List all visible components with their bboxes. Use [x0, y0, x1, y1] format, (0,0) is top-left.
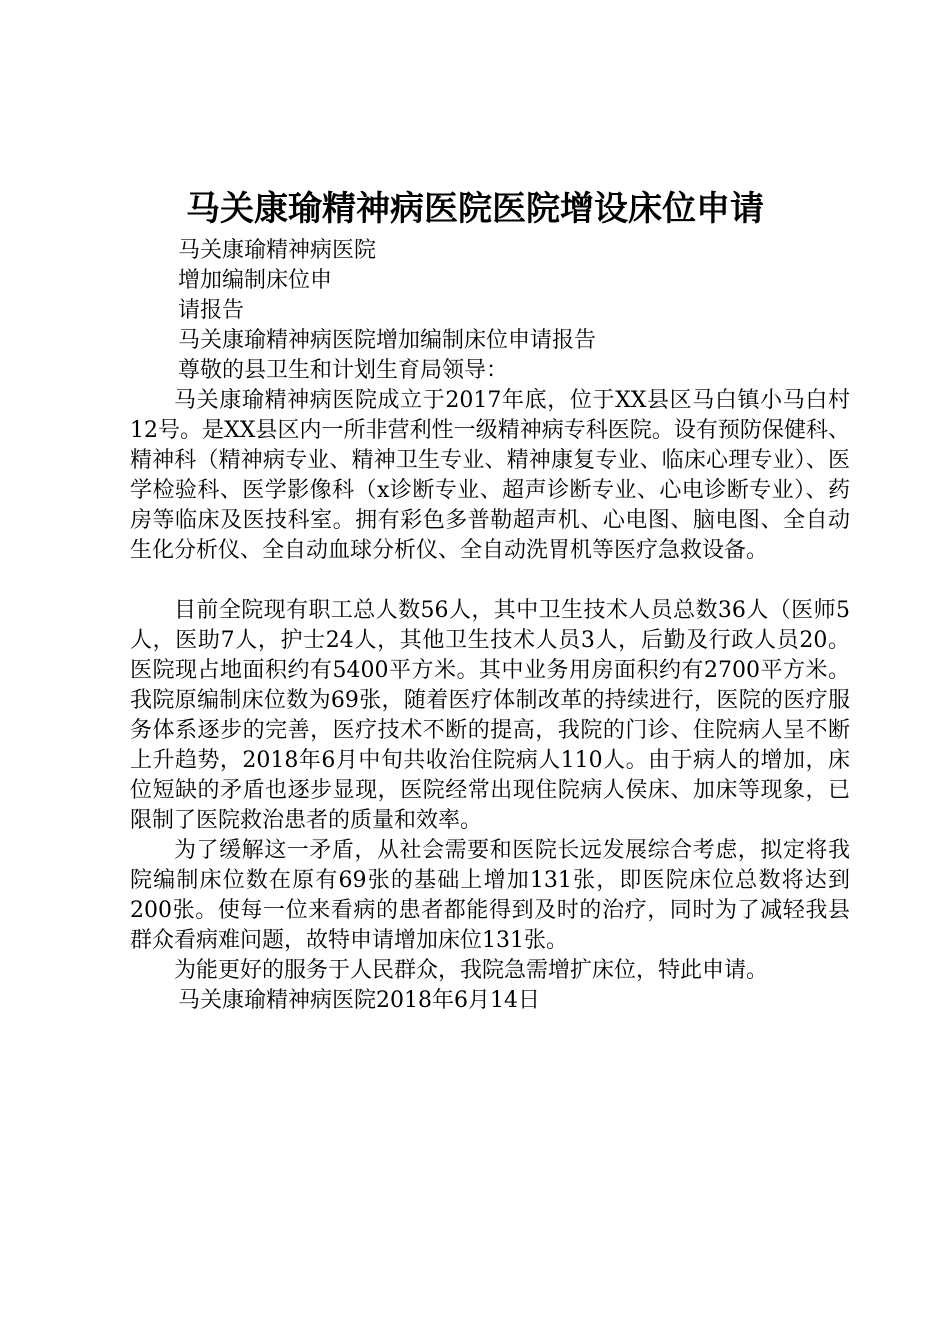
paragraph-proposal: 为了缓解这一矛盾，从社会需要和医院长远发展综合考虑，拟定将我院编制床位数在原有69张的基础上增加131张，即医院床位总数将达到200张。使每一位来看病的患者都能得到及时的治疗，同时为了减轻我县群众看病难问题，故特申请增加床位131张。: [130, 838, 850, 953]
paragraph-gap: [130, 566, 850, 596]
paragraph-current-status: 目前全院现有职工总人数56人，其中卫生技术人员总数36人（医师5人，医助7人，护士24人，其他卫生技术人员3人，后勤及行政人员20。医院现占地面积约有5400平方米。其中业务用房面积约有2700平方米。我院原编制床位数为69张，随着医疗体制改革的持续进行，医院的医疗服务体系逐步的完善，医疗技术不断的提高，我院的门诊、住院病人呈不断上升趋势，2018年6月中旬共收治住院病人110人。由于病人的增加，床位短缺的矛盾也逐步显现，医院经常出现住院病人侯床、加床等现象，已限制了医院救治患者的质量和效率。: [130, 598, 850, 833]
salutation: 尊敬的县卫生和计划生育局领导：: [178, 358, 509, 383]
document-title: 马关康瑜精神病医院医院增设床位申请: [186, 189, 764, 229]
paragraph-introduction: 马关康瑜精神病医院成立于2017年底，位于XX县区马白镇小马白村12号。是XX县区内一所非营利性一级精神病专科医院。设有预防保健科、精神科（精神病专业、精神卫生专业、精神康复专业、临床心理专业）、医学检验科、医学影像科（x诊断专业、超声诊断专业、心电诊断专业）、药房等临床及医技科室。拥有彩色多普勒超声机、心电图、脑电图、全自动生化分析仪、全自动血球分析仪、全自动洗胃机等医疗急救设备。: [130, 388, 850, 563]
header-line-report-title: 马关康瑜精神病医院增加编制床位申请报告: [178, 328, 597, 353]
header-line-request-part2: 请报告: [178, 298, 245, 323]
header-line-request-part1: 增加编制床位申: [178, 268, 333, 293]
document-body: [130, 236, 850, 1016]
closing-signature-date: 马关康瑜精神病医院2018年6月14日: [178, 988, 540, 1013]
header-line-hospital: 马关康瑜精神病医院: [178, 238, 377, 263]
paragraph-request: 为能更好的服务于人民群众，我院急需增扩床位，特此申请。: [174, 958, 769, 983]
